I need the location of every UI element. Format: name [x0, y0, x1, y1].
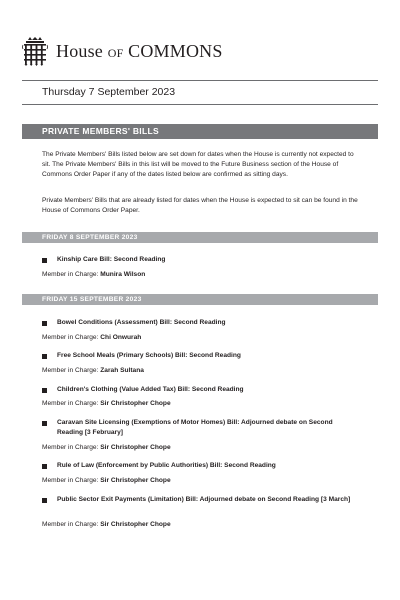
member-label: Member in Charge:: [42, 521, 99, 528]
wordmark-house: House: [56, 40, 103, 61]
member-in-charge: [42, 270, 145, 280]
member-in-charge: [42, 476, 171, 486]
member-name: Munira Wilson: [100, 271, 146, 278]
member-label: Member in Charge:: [42, 477, 99, 484]
bullet-square-icon: [42, 421, 47, 426]
member-in-charge: [42, 333, 141, 343]
day-heading: FRIDAY 15 SEPTEMBER 2023: [22, 294, 378, 305]
bill-item: [42, 351, 372, 361]
house-of-commons-wordmark: [56, 41, 223, 62]
bullet-square-icon: [42, 354, 47, 359]
bill-item: [42, 385, 372, 395]
intro-paragraph: The Private Members' Bills listed below are set down for dates when the House is currently not expected to sit. The Private Members' Bills in this list will be moved to the Future Business section of the House of Commons Order Paper if any of the dates listed below are confirmed as sitting days.: [42, 151, 354, 178]
bill-title: Kinship Care Bill: Second Reading: [57, 256, 166, 263]
member-label: Member in Charge:: [42, 334, 99, 341]
bullet-square-icon: [42, 388, 47, 393]
portcullis-logo-icon: [22, 36, 48, 66]
member-name: Chi Onwurah: [100, 334, 142, 341]
day-heading: FRIDAY 8 SEPTEMBER 2023: [22, 232, 378, 243]
wordmark-commons: COMMONS: [128, 40, 223, 61]
bullet-square-icon: [42, 464, 47, 469]
page-header: [22, 35, 223, 67]
header-rule-bottom: [22, 104, 378, 105]
member-label: Member in Charge:: [42, 400, 99, 407]
bill-title: Public Sector Exit Payments (Limitation) Bill: Adjourned debate on Second Reading [3 March]: [57, 496, 351, 503]
member-label: Member in Charge:: [42, 271, 99, 278]
bill-item: [42, 461, 372, 471]
bullet-square-icon: [42, 321, 47, 326]
member-name: Zarah Sultana: [100, 367, 144, 374]
bill-item: [42, 418, 372, 438]
wordmark-of: OF: [107, 45, 124, 60]
member-in-charge: [42, 366, 144, 376]
bill-title: Caravan Site Licensing (Exemptions of Motor Homes) Bill: Adjourned debate on Second Reading [3 February]: [57, 419, 333, 436]
member-name: Sir Christopher Chope: [100, 444, 171, 451]
header-rule-top: [22, 80, 378, 81]
bill-title: Children's Clothing (Value Added Tax) Bill: Second Reading: [57, 386, 244, 393]
member-name: Sir Christopher Chope: [100, 477, 171, 484]
section-heading: PRIVATE MEMBERS' BILLS: [22, 124, 378, 139]
bill-item: [42, 495, 372, 505]
bullet-square-icon: [42, 498, 47, 503]
member-in-charge: [42, 520, 171, 530]
member-in-charge: [42, 443, 171, 453]
member-name: Sir Christopher Chope: [100, 400, 171, 407]
bill-title: Rule of Law (Enforcement by Public Authorities) Bill: Second Reading: [57, 462, 276, 469]
document-date: Thursday 7 September 2023: [42, 86, 176, 98]
member-label: Member in Charge:: [42, 444, 99, 451]
member-name: Sir Christopher Chope: [100, 521, 171, 528]
member-label: Member in Charge:: [42, 367, 99, 374]
bill-item: [42, 318, 372, 328]
bill-item: [42, 255, 372, 265]
member-in-charge: [42, 399, 171, 409]
intro-paragraph: Private Members' Bills that are already listed for dates when the House is expected to sit can be found in the House of Commons Order Paper.: [42, 197, 358, 214]
bill-title: Bowel Conditions (Assessment) Bill: Second Reading: [57, 319, 226, 326]
bullet-square-icon: [42, 258, 47, 263]
bill-title: Free School Meals (Primary Schools) Bill: Second Reading: [57, 352, 241, 359]
